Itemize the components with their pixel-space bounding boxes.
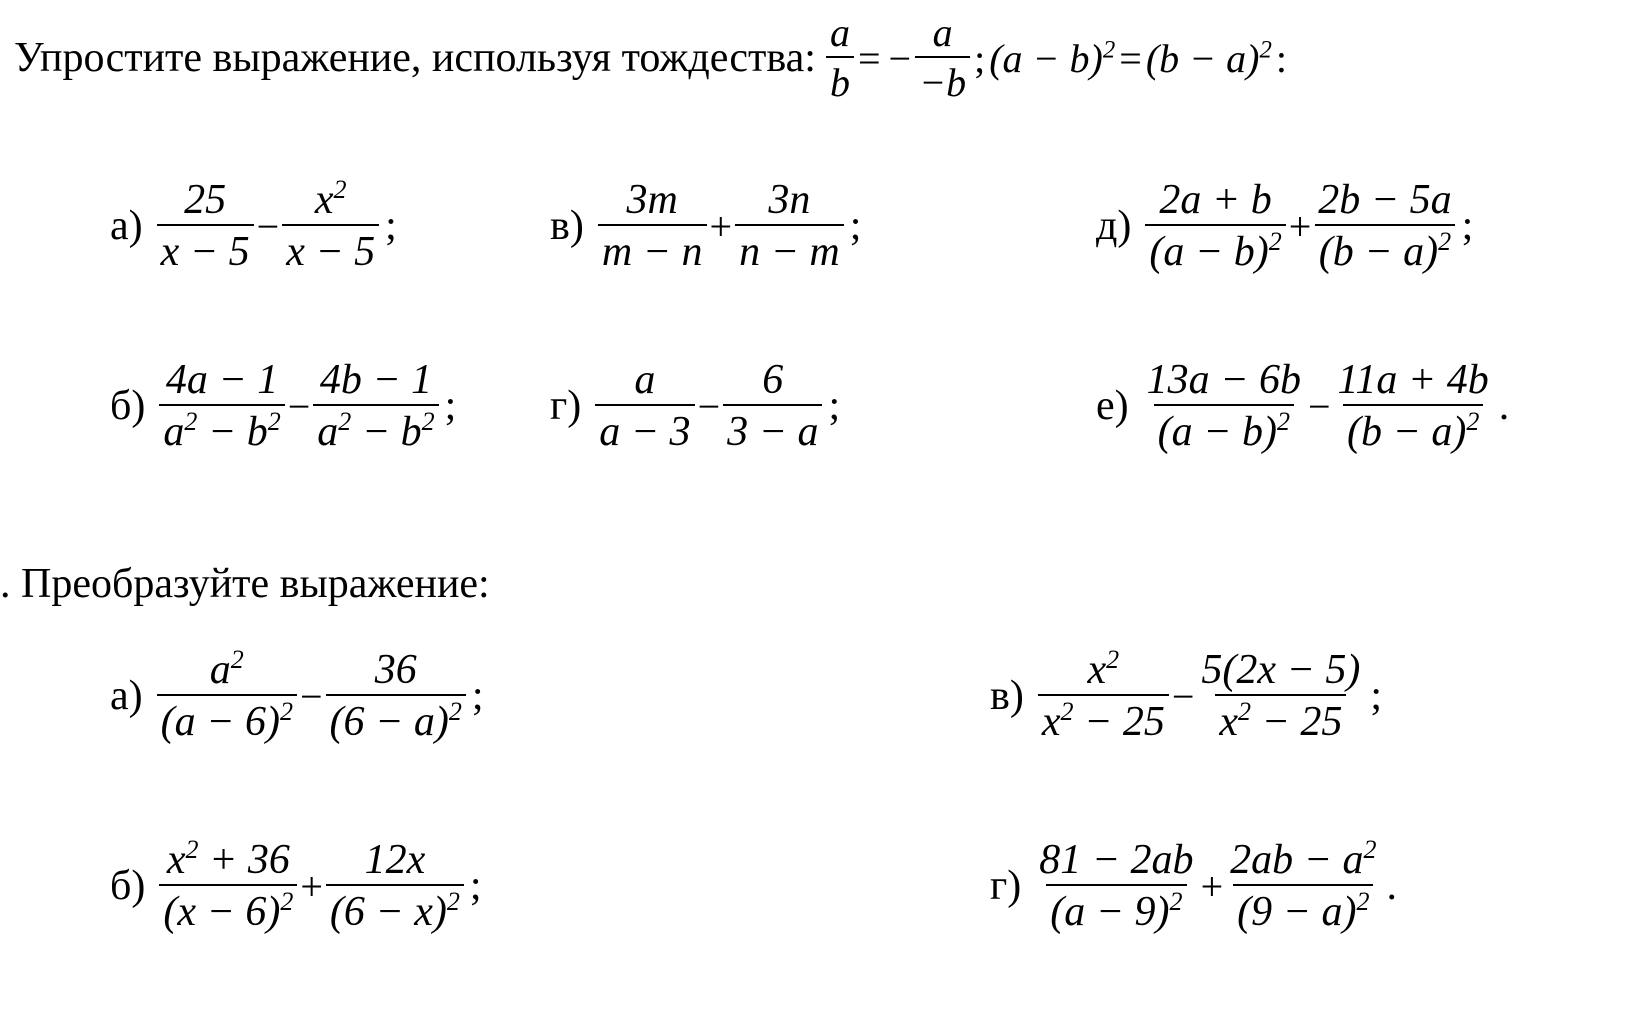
fraction: $\frac{a^2}{(a - 6)^2}$: [157, 648, 297, 744]
operator: +: [709, 203, 733, 249]
operator: +: [1288, 203, 1312, 249]
operator: −: [287, 383, 311, 429]
fraction: $\frac{13a - 6b}{(a - b)^2}$: [1146, 357, 1301, 456]
operator: −: [1171, 673, 1195, 719]
identities: [826, 12, 1291, 104]
exercise-label: а): [110, 203, 143, 250]
fraction: $\frac{x^2 + 36}{(x - 6)^2}$: [159, 838, 297, 934]
punctuation: ;: [849, 203, 862, 250]
fraction: $\frac{2a + b}{(a - b)^2}$: [1145, 178, 1285, 274]
fraction: $\frac{25}{x - 5}$: [157, 178, 254, 274]
fraction: $\frac{5(2x - 5)}{x^2 - 25}$: [1201, 647, 1361, 746]
equals-sign: =: [857, 35, 881, 81]
exercise-label: в): [990, 673, 1024, 720]
operator: −: [697, 383, 721, 429]
exercise-1b: [110, 358, 456, 454]
fraction: $\frac{x^2}{x - 5}$: [282, 178, 379, 274]
punctuation: .: [1498, 383, 1510, 430]
exercise-label: г): [990, 863, 1022, 910]
fraction: $\frac{a}{a - 3}$: [595, 358, 694, 454]
identity2-lhs: $(a - b)^2$: [989, 35, 1116, 81]
fraction: $\frac{6}{3 - a}$: [723, 358, 822, 454]
identity2-rhs: $(b - a)^2$: [1145, 35, 1272, 81]
fraction: $\frac{4a - 1}{a^2 - b^2}$: [159, 358, 284, 454]
exercise-2a: [110, 645, 484, 746]
exercise-label: д): [1096, 203, 1132, 250]
operator: −: [1307, 383, 1331, 429]
fraction: $\frac{3n}{n - m}$: [735, 178, 844, 274]
exercise-label: б): [110, 383, 146, 430]
exercise-label: в): [550, 203, 584, 250]
punctuation: .: [1386, 863, 1397, 910]
task2-heading: [0, 560, 490, 608]
punctuation: ;: [469, 863, 482, 910]
operator: +: [300, 863, 323, 909]
equals-sign: =: [1119, 35, 1142, 81]
task1-heading-text: Упростите выражение, используя тождества:: [14, 35, 816, 81]
exercise-1v: [550, 178, 861, 274]
fraction: $\frac{x^2}{x^2 - 25}$: [1038, 648, 1169, 744]
punctuation: ;: [828, 383, 841, 430]
punctuation: ;: [385, 203, 397, 250]
exercise-label: г): [550, 383, 582, 430]
punctuation: ;: [471, 673, 484, 720]
fraction: $\frac{11a + 4b}{(b - a)^2}$: [1337, 357, 1489, 456]
fraction: $\frac{2ab - a^2}{(9 - a)^2}$: [1230, 835, 1377, 936]
fraction: $\frac{81 - 2ab}{(a - 9)^2}$: [1039, 837, 1194, 936]
exercise-label: е): [1096, 383, 1129, 430]
exercise-2b: [110, 835, 482, 936]
exercise-1a: [110, 175, 397, 276]
exercise-1e: [1096, 358, 1509, 454]
fraction: $\frac{36}{(6 - a)^2}$: [326, 648, 466, 744]
colon: :: [1275, 35, 1288, 81]
separator: ;: [974, 35, 986, 81]
exercise-label: а): [110, 673, 143, 720]
exercise-1g: [550, 358, 840, 454]
identity1-rhs-fraction: $\frac{a}{-b}$: [915, 12, 970, 104]
exercise-2v: [990, 645, 1383, 746]
exercise-2g: [990, 835, 1397, 936]
exercise-label: б): [110, 863, 146, 910]
fraction: $\frac{3m}{m - n}$: [598, 178, 707, 274]
task1-heading: [14, 12, 1291, 104]
task2-heading-text: . Преобразуйте выражение:: [0, 561, 490, 607]
operator: −: [256, 203, 280, 249]
operator: −: [299, 673, 323, 719]
operator: +: [1200, 863, 1224, 909]
fraction: $\frac{4b - 1}{a^2 - b^2}$: [313, 358, 438, 454]
punctuation: ;: [1461, 203, 1474, 250]
punctuation: ;: [1370, 673, 1383, 720]
identity1-lhs-fraction: $\frac{a}{b}$: [826, 12, 854, 104]
fraction: $\frac{12x}{(6 - x)^2}$: [326, 838, 464, 934]
exercise-1d: [1096, 178, 1473, 274]
punctuation: ;: [444, 383, 457, 430]
fraction: $\frac{2b - 5a}{(b - a)^2}$: [1314, 178, 1455, 274]
minus-sign: −: [888, 35, 912, 81]
